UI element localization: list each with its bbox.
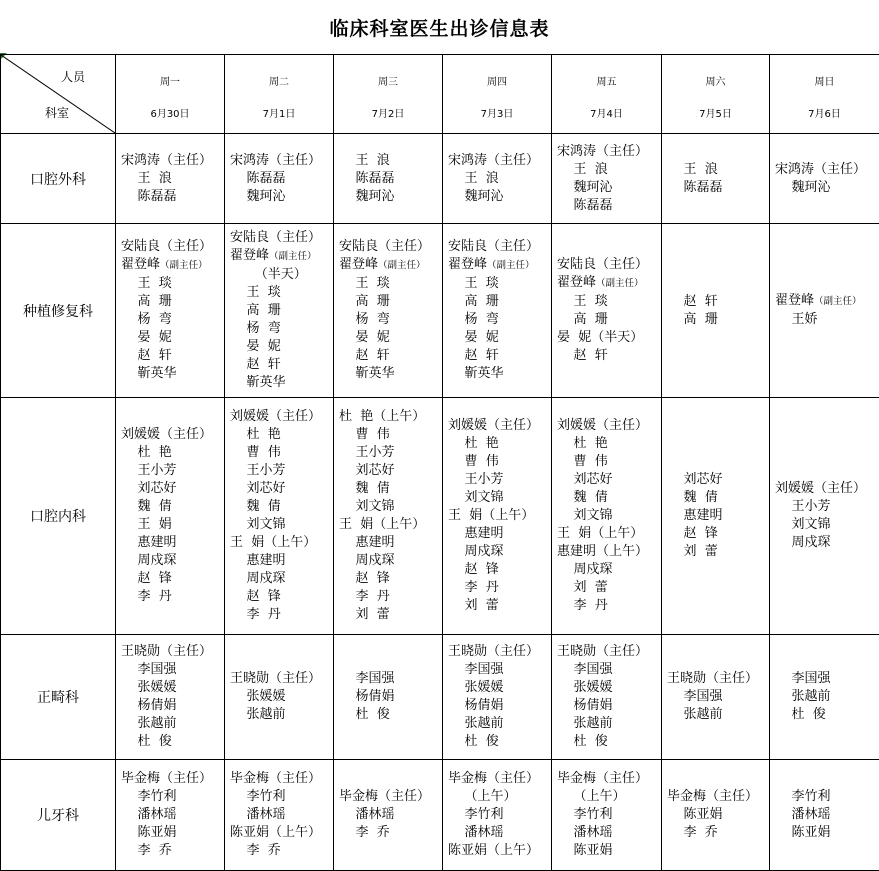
schedule-cell xyxy=(116,134,225,224)
schedule-cell xyxy=(662,398,770,635)
doctor-entry: 李 乔 xyxy=(662,824,769,842)
doctor-entry: 王 浪 xyxy=(552,161,661,179)
doctor-entry: 翟登峰（副主任） xyxy=(552,274,661,293)
doctor-entry: 宋鸿涛（主任） xyxy=(443,152,551,170)
schedule-cell xyxy=(116,635,225,760)
doctor-entry: 赵 轩 xyxy=(443,347,551,365)
day-of-week-label: 周四 xyxy=(443,73,551,88)
doctor-entry: 靳英华 xyxy=(443,365,551,383)
doctor-entry: 李国强 xyxy=(116,661,224,679)
doctor-entry: 王 琰 xyxy=(225,284,333,302)
doctor-entry: 王 娟（上午） xyxy=(552,525,661,543)
doctor-entry: 刘 蕾 xyxy=(334,606,442,624)
doctor-entry: 高 珊 xyxy=(662,311,769,329)
doctor-entry: 魏 倩 xyxy=(662,489,769,507)
doctor-entry: 曹 伟 xyxy=(443,453,551,471)
doctor-entry: 杜 艳 xyxy=(552,435,661,453)
doctor-entry: 魏珂沁 xyxy=(225,188,333,206)
day-header-1 xyxy=(116,55,225,134)
doctor-entry: 张越前 xyxy=(770,688,879,706)
doctor-entry: 高 珊 xyxy=(552,311,661,329)
schedule-cell xyxy=(225,760,334,871)
doctor-entry: 翟登峰（副主任） xyxy=(225,247,333,266)
day-of-week-label: 周日 xyxy=(770,73,879,88)
doctor-entry: 潘林瑶 xyxy=(334,806,442,824)
doctor-entry: 李竹利 xyxy=(116,788,224,806)
doctor-entry: 王 琰 xyxy=(443,275,551,293)
schedule-cell xyxy=(770,398,879,635)
doctor-entry: 陈亚娟 xyxy=(662,806,769,824)
doctor-entry: 李竹利 xyxy=(443,806,551,824)
doctor-entry: 陈磊磊 xyxy=(116,188,224,206)
schedule-cell xyxy=(334,635,443,760)
doctor-entry: 王晓勋（主任） xyxy=(225,670,333,688)
schedule-cell xyxy=(116,224,225,398)
doctor-entry: 翟登峰（副主任） xyxy=(334,256,442,275)
day-header-2 xyxy=(225,55,334,134)
schedule-cell xyxy=(116,760,225,871)
doctor-entry: 王小芳 xyxy=(116,462,224,480)
doctor-entry: 杜 俊 xyxy=(116,733,224,751)
doctor-entry: 魏珂沁 xyxy=(334,188,442,206)
schedule-cell xyxy=(225,635,334,760)
doctor-entry: 周戍琛 xyxy=(552,561,661,579)
schedule-cell xyxy=(552,134,662,224)
date-label: 7月5日 xyxy=(662,105,769,120)
doctor-entry: 张媛媛 xyxy=(225,688,333,706)
doctor-entry: 李国强 xyxy=(552,661,661,679)
doctor-entry: 刘 蕾 xyxy=(552,579,661,597)
doctor-entry: 李 乔 xyxy=(334,824,442,842)
doctor-entry: 杨倩娟 xyxy=(334,688,442,706)
department-row xyxy=(1,134,879,224)
doctor-entry: 安陆良（主任） xyxy=(334,238,442,256)
department-name: 种植修复科 xyxy=(1,224,116,398)
doctor-entry: 杜 俊 xyxy=(443,733,551,751)
page-title: 临床科室医生出诊信息表 xyxy=(329,14,549,41)
date-label: 7月6日 xyxy=(770,105,879,120)
role-tag: （副主任） xyxy=(487,260,535,271)
day-header-7 xyxy=(770,55,879,134)
doctor-entry: 杜 艳（上午） xyxy=(334,408,442,426)
doctor-entry: 陈亚娟（上午） xyxy=(443,842,551,860)
doctor-entry: 赵 锋 xyxy=(225,588,333,606)
doctor-entry: 潘林瑶 xyxy=(443,824,551,842)
doctor-entry: 晏 妮 xyxy=(225,338,333,356)
doctor-entry: 晏 妮 xyxy=(116,329,224,347)
department-row xyxy=(1,760,879,871)
doctor-entry: 王 浪 xyxy=(443,170,551,188)
doctor-entry: 翟登峰（副主任） xyxy=(443,256,551,275)
doctor-entry: 安陆良（主任） xyxy=(443,238,551,256)
schedule-cell xyxy=(225,398,334,635)
doctor-entry: 赵 轩 xyxy=(225,356,333,374)
doctor-entry: 王晓勋（主任） xyxy=(443,643,551,661)
schedule-cell xyxy=(770,134,879,224)
doctor-entry: 惠建明（上午） xyxy=(552,543,661,561)
role-tag: （副主任） xyxy=(596,278,644,289)
schedule-cell xyxy=(443,224,552,398)
day-header-3 xyxy=(334,55,443,134)
schedule-cell xyxy=(662,134,770,224)
doctor-entry: 张越前 xyxy=(443,715,551,733)
day-header-4 xyxy=(443,55,552,134)
doctor-entry: 陈亚娟（上午） xyxy=(225,824,333,842)
day-of-week-label: 周五 xyxy=(552,73,661,88)
doctor-entry: 杨 弯 xyxy=(443,311,551,329)
doctor-entry: 翟登峰（副主任） xyxy=(116,256,224,275)
role-tag: （副主任） xyxy=(269,251,317,262)
schedule-cell xyxy=(334,398,443,635)
doctor-entry: 张越前 xyxy=(662,706,769,724)
doctor-entry: （半天） xyxy=(225,266,333,284)
doctor-entry: （上午） xyxy=(552,788,661,806)
schedule-table xyxy=(0,54,879,871)
schedule-cell xyxy=(443,134,552,224)
doctor-entry: 赵 轩 xyxy=(116,347,224,365)
doctor-entry: 王 浪 xyxy=(334,152,442,170)
corner-header-cell xyxy=(1,55,116,134)
doctor-entry: 杨倩娟 xyxy=(116,697,224,715)
diagonal-divider xyxy=(1,55,115,133)
schedule-cell xyxy=(334,134,443,224)
doctor-entry: 李 丹 xyxy=(334,588,442,606)
doctor-entry: 刘芯好 xyxy=(225,480,333,498)
day-of-week-label: 周二 xyxy=(225,73,333,88)
doctor-entry: 宋鸿涛（主任） xyxy=(552,143,661,161)
doctor-entry: 曹 伟 xyxy=(225,444,333,462)
title-bar xyxy=(0,0,879,55)
doctor-entry: 王 浪 xyxy=(116,170,224,188)
doctor-entry: 刘 蕾 xyxy=(443,597,551,615)
doctor-entry: 陈亚娟 xyxy=(116,824,224,842)
doctor-entry: 惠建明 xyxy=(225,552,333,570)
department-row xyxy=(1,398,879,635)
doctor-entry: 晏 妮 xyxy=(334,329,442,347)
doctor-entry: 宋鸿涛（主任） xyxy=(225,152,333,170)
doctor-entry: 李 丹 xyxy=(552,597,661,615)
corner-staff-label: 人员 xyxy=(61,68,85,85)
doctor-entry: 陈磊磊 xyxy=(334,170,442,188)
doctor-entry: 宋鸿涛（主任） xyxy=(116,152,224,170)
date-label: 7月4日 xyxy=(552,105,661,120)
doctor-entry: 陈磊磊 xyxy=(225,170,333,188)
doctor-entry: 王 娟（上午） xyxy=(225,534,333,552)
doctor-entry: 刘芯好 xyxy=(662,471,769,489)
doctor-entry: 王晓勋（主任） xyxy=(552,643,661,661)
doctor-entry: 魏珂沁 xyxy=(770,179,879,197)
doctor-entry: 靳英华 xyxy=(334,365,442,383)
doctor-entry: 惠建明 xyxy=(334,534,442,552)
doctor-entry: 靳英华 xyxy=(116,365,224,383)
doctor-entry: 李 丹 xyxy=(443,579,551,597)
schedule-cell xyxy=(116,398,225,635)
department-name: 儿牙科 xyxy=(1,760,116,871)
doctor-entry: 李 丹 xyxy=(116,588,224,606)
corner-dept-label: 科室 xyxy=(45,104,69,121)
doctor-entry: 王晓勋（主任） xyxy=(662,670,769,688)
doctor-entry: 李竹利 xyxy=(552,806,661,824)
schedule-cell xyxy=(225,224,334,398)
doctor-entry: 刘媛媛（主任） xyxy=(443,417,551,435)
doctor-entry: 杜 艳 xyxy=(116,444,224,462)
doctor-entry: 杨 弯 xyxy=(116,311,224,329)
doctor-entry: 王晓勋（主任） xyxy=(116,643,224,661)
doctor-entry: （上午） xyxy=(443,788,551,806)
doctor-entry: 安陆良（主任） xyxy=(225,229,333,247)
date-label: 6月30日 xyxy=(116,105,224,120)
doctor-entry: 陈磊磊 xyxy=(662,179,769,197)
day-header-5 xyxy=(552,55,662,134)
doctor-entry: 刘媛媛（主任） xyxy=(552,417,661,435)
doctor-entry: 魏 倩 xyxy=(552,489,661,507)
doctor-entry: 毕金梅（主任） xyxy=(334,788,442,806)
doctor-entry: 高 珊 xyxy=(116,293,224,311)
doctor-entry: 杜 俊 xyxy=(334,706,442,724)
schedule-cell xyxy=(225,134,334,224)
doctor-entry: 刘媛媛（主任） xyxy=(225,408,333,426)
doctor-entry: 刘文锦 xyxy=(552,507,661,525)
doctor-entry: 赵 锋 xyxy=(334,570,442,588)
doctor-entry: 魏珂沁 xyxy=(443,188,551,206)
date-label: 7月1日 xyxy=(225,105,333,120)
doctor-entry: 张媛媛 xyxy=(116,679,224,697)
doctor-entry: 安陆良（主任） xyxy=(552,256,661,274)
doctor-entry: 李国强 xyxy=(770,670,879,688)
schedule-cell xyxy=(552,224,662,398)
doctor-entry: 赵 锋 xyxy=(443,561,551,579)
doctor-entry: 王 娟（上午） xyxy=(334,516,442,534)
doctor-entry: 王小芳 xyxy=(443,471,551,489)
doctor-entry: 杜 艳 xyxy=(225,426,333,444)
doctor-entry: 魏 倩 xyxy=(334,480,442,498)
doctor-entry: 陈亚娟 xyxy=(770,824,879,842)
doctor-entry: 周戍琛 xyxy=(334,552,442,570)
schedule-cell xyxy=(662,760,770,871)
doctor-entry: 惠建明 xyxy=(116,534,224,552)
doctor-entry: 周戍琛 xyxy=(443,543,551,561)
doctor-entry: 刘文锦 xyxy=(770,516,879,534)
doctor-entry: 惠建明 xyxy=(662,507,769,525)
department-name: 口腔内科 xyxy=(1,398,116,635)
doctor-entry: 周戍琛 xyxy=(116,552,224,570)
doctor-entry: 魏 倩 xyxy=(225,498,333,516)
doctor-entry: 王小芳 xyxy=(225,462,333,480)
role-tag: （副主任） xyxy=(378,260,426,271)
role-tag: （副主任） xyxy=(814,296,862,307)
doctor-entry: 刘 蕾 xyxy=(662,543,769,561)
doctor-entry: 安陆良（主任） xyxy=(116,238,224,256)
doctor-entry: 周戍琛 xyxy=(770,534,879,552)
doctor-entry: 王 琰 xyxy=(552,293,661,311)
doctor-entry: 王 琰 xyxy=(116,275,224,293)
doctor-entry: 毕金梅（主任） xyxy=(116,770,224,788)
doctor-entry: 赵 轩 xyxy=(552,347,661,365)
schedule-cell xyxy=(662,224,770,398)
doctor-entry: 陈磊磊 xyxy=(552,197,661,215)
schedule-cell xyxy=(552,760,662,871)
doctor-entry: 杜 艳 xyxy=(443,435,551,453)
doctor-entry: 高 珊 xyxy=(443,293,551,311)
doctor-entry: 刘媛媛（主任） xyxy=(770,480,879,498)
doctor-entry: 魏珂沁 xyxy=(552,179,661,197)
day-of-week-label: 周三 xyxy=(334,73,442,88)
doctor-entry: 潘林瑶 xyxy=(225,806,333,824)
doctor-entry: 刘芯好 xyxy=(552,471,661,489)
day-header-6 xyxy=(662,55,770,134)
header-row xyxy=(1,55,879,134)
doctor-entry: 张媛媛 xyxy=(443,679,551,697)
schedule-cell xyxy=(443,398,552,635)
doctor-entry: 张越前 xyxy=(225,706,333,724)
doctor-entry: 潘林瑶 xyxy=(116,806,224,824)
doctor-entry: 毕金梅（主任） xyxy=(662,788,769,806)
doctor-entry: 王 娟 xyxy=(116,516,224,534)
day-of-week-label: 周一 xyxy=(116,73,224,88)
schedule-cell xyxy=(770,635,879,760)
doctor-entry: 王娇 xyxy=(770,311,879,329)
doctor-entry: 陈亚娟 xyxy=(552,842,661,860)
doctor-entry: 张媛媛 xyxy=(552,679,661,697)
department-name: 正畸科 xyxy=(1,635,116,760)
doctor-entry: 王 琰 xyxy=(334,275,442,293)
schedule-cell xyxy=(770,760,879,871)
doctor-entry: 潘林瑶 xyxy=(770,806,879,824)
schedule-cell xyxy=(662,635,770,760)
doctor-entry: 杜 俊 xyxy=(770,706,879,724)
date-label: 7月2日 xyxy=(334,105,442,120)
schedule-cell xyxy=(770,224,879,398)
doctor-entry: 刘芯好 xyxy=(334,462,442,480)
role-tag: （副主任） xyxy=(160,260,208,271)
doctor-entry: 张越前 xyxy=(552,715,661,733)
doctor-entry: 赵 轩 xyxy=(334,347,442,365)
doctor-entry: 赵 锋 xyxy=(662,525,769,543)
doctor-entry: 李竹利 xyxy=(770,788,879,806)
doctor-entry: 曹 伟 xyxy=(334,426,442,444)
doctor-entry: 李 乔 xyxy=(116,842,224,860)
day-of-week-label: 周六 xyxy=(662,73,769,88)
schedule-cell xyxy=(334,760,443,871)
date-label: 7月3日 xyxy=(443,105,551,120)
schedule-cell xyxy=(552,635,662,760)
doctor-entry: 惠建明 xyxy=(443,525,551,543)
doctor-entry: 晏 妮 xyxy=(443,329,551,347)
department-row xyxy=(1,635,879,760)
doctor-entry: 李 乔 xyxy=(225,842,333,860)
doctor-entry: 赵 轩 xyxy=(662,293,769,311)
doctor-entry: 高 珊 xyxy=(225,302,333,320)
doctor-entry: 靳英华 xyxy=(225,374,333,392)
doctor-entry: 李国强 xyxy=(662,688,769,706)
doctor-entry: 杨 弯 xyxy=(225,320,333,338)
department-name: 口腔外科 xyxy=(1,134,116,224)
doctor-entry: 刘媛媛（主任） xyxy=(116,426,224,444)
doctor-entry: 潘林瑶 xyxy=(552,824,661,842)
doctor-entry: 宋鸿涛（主任） xyxy=(770,161,879,179)
doctor-entry: 杜 俊 xyxy=(552,733,661,751)
doctor-entry: 张越前 xyxy=(116,715,224,733)
doctor-entry: 魏 倩 xyxy=(116,498,224,516)
doctor-entry: 刘文锦 xyxy=(225,516,333,534)
doctor-entry: 杨倩娟 xyxy=(443,697,551,715)
doctor-entry: 晏 妮（半天） xyxy=(552,329,661,347)
doctor-entry: 王小芳 xyxy=(770,498,879,516)
doctor-entry: 李竹利 xyxy=(225,788,333,806)
doctor-entry: 刘文锦 xyxy=(334,498,442,516)
doctor-entry: 曹 伟 xyxy=(552,453,661,471)
doctor-entry: 毕金梅（主任） xyxy=(443,770,551,788)
doctor-entry: 刘芯好 xyxy=(116,480,224,498)
doctor-entry: 王 浪 xyxy=(662,161,769,179)
schedule-cell xyxy=(334,224,443,398)
doctor-entry: 翟登峰（副主任） xyxy=(770,292,879,311)
doctor-entry: 李 丹 xyxy=(225,606,333,624)
doctor-entry: 毕金梅（主任） xyxy=(225,770,333,788)
doctor-entry: 高 珊 xyxy=(334,293,442,311)
schedule-cell xyxy=(443,635,552,760)
doctor-entry: 杨倩娟 xyxy=(552,697,661,715)
schedule-cell xyxy=(443,760,552,871)
doctor-entry: 赵 锋 xyxy=(116,570,224,588)
doctor-entry: 王小芳 xyxy=(334,444,442,462)
doctor-entry: 周戍琛 xyxy=(225,570,333,588)
doctor-entry: 刘文锦 xyxy=(443,489,551,507)
doctor-entry: 王 娟（上午） xyxy=(443,507,551,525)
doctor-entry: 杨 弯 xyxy=(334,311,442,329)
department-row xyxy=(1,224,879,398)
doctor-entry: 李国强 xyxy=(334,670,442,688)
schedule-cell xyxy=(552,398,662,635)
doctor-entry: 毕金梅（主任） xyxy=(552,770,661,788)
doctor-entry: 李国强 xyxy=(443,661,551,679)
